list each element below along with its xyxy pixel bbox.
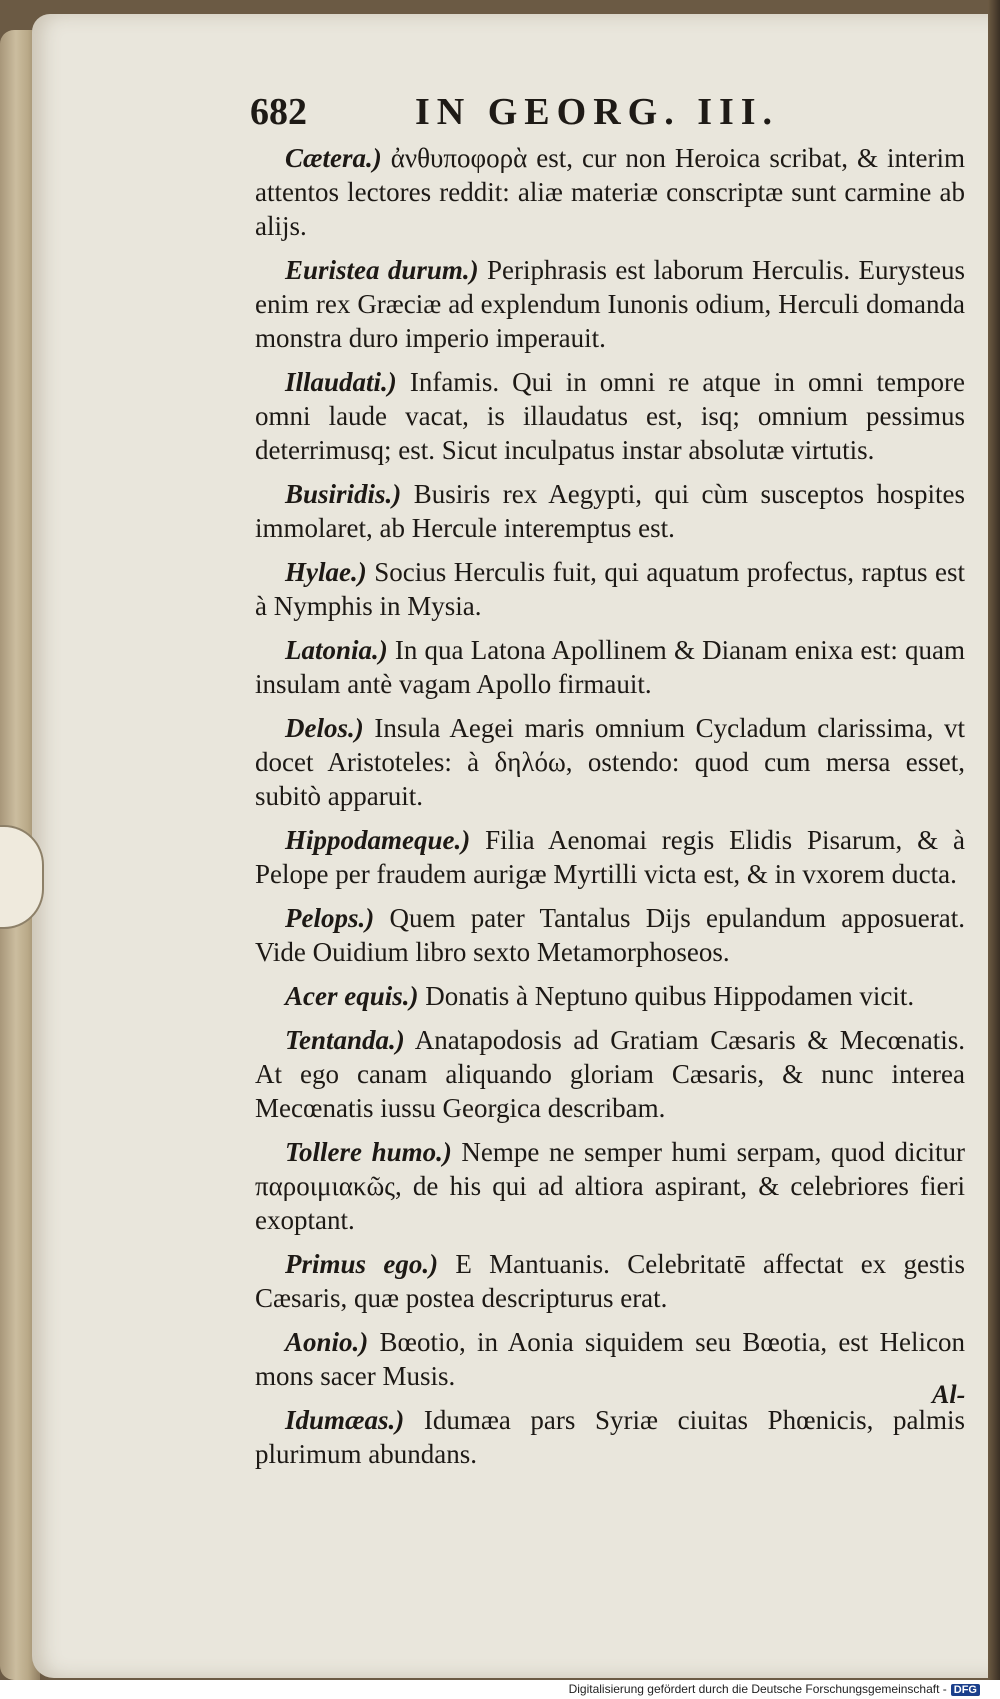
lemma: Primus ego.)	[285, 1249, 439, 1279]
commentary-entry	[255, 1403, 965, 1471]
gloss-text: Infamis. Qui in omni re atque in omni tempore omni laude vacat, is illaudatus est, isq; omnium pessimus deterrimusq; est. Sicut inculpatus instar absolutæ virtutis.	[255, 367, 965, 465]
commentary-entry	[255, 1325, 965, 1393]
gloss-text: ἀνθυποφορὰ est, cur non Heroica scribat, & interim attentos lectores reddit: aliæ materiæ conscriptæ sunt carmine ab alijs.	[255, 143, 965, 241]
gloss-text: Filia Aenomai regis Elidis Pisarum, & à Pelope per fraudem aurigæ Myrtilli victa est, & in vxorem ducta.	[255, 825, 965, 889]
gloss-text: E Mantuanis. Celebritatē affectat ex gestis Cæsaris, quæ postea descripturus erat.	[255, 1249, 965, 1313]
gloss-text: In qua Latona Apollinem & Dianam enixa est: quam insulam antè vagam Apollo firmauit.	[255, 635, 965, 699]
lemma: Hylae.)	[285, 557, 367, 587]
commentary-entry	[255, 1023, 965, 1125]
gloss-text: Socius Herculis fuit, qui aquatum profectus, raptus est à Nymphis in Mysia.	[255, 557, 965, 621]
lemma: Euristea durum.)	[285, 255, 479, 285]
footer-text: Digitalisierung gefördert durch die Deutsche Forschungsgemeinschaft -	[568, 1682, 947, 1696]
commentary-entry	[255, 1247, 965, 1315]
running-head: IN GEORG. III.	[415, 91, 780, 133]
commentary-entry	[255, 365, 965, 467]
gloss-text: Nempe ne semper humi serpam, quod dicitur παροιμιακῶς, de his qui ad altiora aspirant, & celebriores fieri exoptant.	[255, 1137, 965, 1235]
lemma: Cætera.)	[285, 143, 382, 173]
lemma: Idumæas.)	[285, 1405, 405, 1435]
gloss-text: Insula Aegei maris omnium Cycladum clarissima, vt docet Aristoteles: à δηλόω, ostendo: quod cum mersa esset, subitò apparuit.	[255, 713, 965, 811]
commentary-entry	[255, 253, 965, 355]
right-page-edge	[988, 0, 1000, 1680]
lemma: Busiridis.)	[285, 479, 402, 509]
commentary-entry	[255, 555, 965, 623]
gloss-text: Quem pater Tantalus Dijs epulandum apposuerat. Vide Ouidium libro sexto Metamorphoseos.	[255, 903, 965, 967]
lemma: Illaudati.)	[285, 367, 397, 397]
gloss-text: Idumæa pars Syriæ ciuitas Phœnicis, palmis plurimum abundans.	[255, 1405, 965, 1469]
lemma: Tollere humo.)	[285, 1137, 452, 1167]
commentary-entry	[255, 711, 965, 813]
lemma: Latonia.)	[285, 635, 388, 665]
page-number: 682	[250, 91, 307, 133]
commentary-entry	[255, 141, 965, 243]
commentary-text	[255, 141, 965, 1481]
dfg-logo: DFG	[951, 1684, 980, 1696]
gloss-text: Periphrasis est laborum Herculis. Eurysteus enim rex Græciæ ad explendum Iunonis odium, Herculi domanda monstra duro imperio imperauit.	[255, 255, 966, 353]
lemma: Acer equis.)	[285, 981, 419, 1011]
lemma: Aonio.)	[285, 1327, 369, 1357]
commentary-entry	[255, 477, 965, 545]
lemma: Hippodameque.)	[285, 825, 471, 855]
commentary-entry	[255, 901, 965, 969]
lemma: Tentanda.)	[285, 1025, 405, 1055]
footer	[0, 1680, 1000, 1699]
lemma: Delos.)	[285, 713, 364, 743]
lemma: Pelops.)	[285, 903, 375, 933]
gloss-text: Donatis à Neptuno quibus Hippodamen vicit.	[418, 981, 915, 1011]
commentary-entry	[255, 1135, 965, 1237]
commentary-entry	[255, 979, 965, 1013]
gloss-text: Busiris rex Aegypti, qui cùm susceptos hospites immolaret, ab Hercule interemptus est.	[255, 479, 965, 543]
footer-credit	[569, 1682, 980, 1696]
catchword: Al-	[932, 1380, 966, 1409]
gloss-text: Anatapodosis ad Gratiam Cæsaris & Mecœnatis. At ego canam aliquando gloriam Cæsaris, & nunc interea Mecœnatis iussu Georgica describam.	[255, 1025, 965, 1123]
commentary-entry	[255, 633, 965, 701]
commentary-entry	[255, 823, 965, 891]
gloss-text: Bœotio, in Aonia siquidem seu Bœotia, est Helicon mons sacer Musis.	[255, 1327, 965, 1391]
